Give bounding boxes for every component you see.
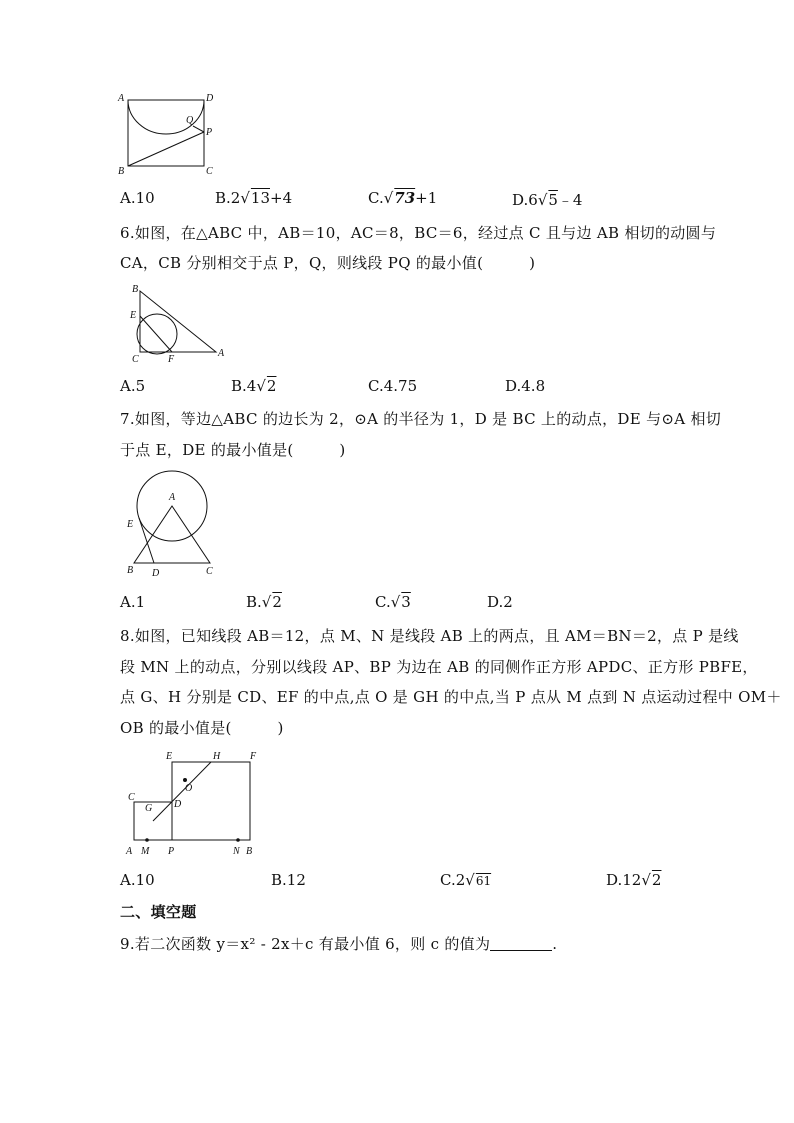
- q8-option-c-prefix: C.2: [440, 871, 466, 889]
- q5-label-d: D: [206, 93, 214, 104]
- q6-text-line2: CA，CB 分别相交于点 P，Q，则线段 PQ 的最小值( ): [120, 254, 536, 272]
- q6-option-b-prefix: B.4: [231, 377, 257, 395]
- q8-label-p: P: [168, 846, 175, 857]
- q8-text-line1: 8.如图，已知线段 AB＝12，点 M、N 是线段 AB 上的两点，且 AM＝BN＝2，点 P 是线: [120, 627, 739, 645]
- q5-option-d[interactable]: [512, 189, 582, 210]
- q5-option-b-prefix: B.2: [215, 189, 241, 207]
- q8-option-c-radicand: 61: [475, 874, 492, 888]
- q7-option-b-prefix: B.: [246, 593, 262, 611]
- q7-option-b[interactable]: [246, 593, 282, 611]
- q7-option-d[interactable]: D.2: [487, 593, 513, 611]
- sqrt-icon: √: [256, 377, 266, 395]
- q8-option-b[interactable]: B.12: [271, 871, 306, 889]
- sqrt-icon: √: [641, 871, 651, 889]
- q5-option-c[interactable]: [368, 189, 437, 207]
- q9-period: .: [552, 935, 558, 953]
- q8-label-f: F: [250, 751, 257, 762]
- q8-option-a[interactable]: A.10: [120, 871, 155, 889]
- q5-label-q: Q: [186, 115, 194, 126]
- q7-option-c[interactable]: [375, 593, 411, 611]
- q8-label-a: A: [126, 846, 133, 857]
- q7-label-a: A: [169, 492, 176, 503]
- q9-answer-blank[interactable]: [490, 936, 552, 951]
- q8-label-n: N: [233, 846, 240, 857]
- q6-option-b[interactable]: [231, 377, 276, 395]
- q6-label-c: C: [132, 354, 139, 364]
- q7-label-b: B: [127, 565, 134, 576]
- q9-question: 9.若二次函数 y＝x² - 2x＋c 有最小值 6，则 c 的值为: [120, 935, 491, 953]
- q6-option-d[interactable]: D.4.8: [505, 377, 546, 395]
- q7-label-d: D: [152, 568, 160, 579]
- sqrt-icon: √: [465, 871, 475, 889]
- q7-text-line1: 7.如图，等边△ABC 的边长为 2，⊙A 的半径为 1，D 是 BC 上的动点，DE 与⊙A 相切: [120, 410, 722, 428]
- sqrt-icon: √: [537, 191, 548, 209]
- q7-figure: [122, 470, 227, 582]
- q8-text-line2: 段 MN 上的动点，分别以线段 AP、BP 为边在 AB 的同侧作正方形 APDC、正方形 PBFE，: [120, 658, 758, 676]
- q6-option-a[interactable]: A.5: [120, 377, 146, 395]
- q8-option-d-radicand: 2: [651, 871, 662, 889]
- q5-label-p: P: [206, 127, 213, 138]
- q6-text-line1: 6.如图，在△ABC 中，AB＝10，AC＝8，BC＝6，经过点 C 且与边 AB 相切的动圆与: [120, 224, 717, 242]
- q5-figure: [116, 92, 226, 176]
- sqrt-icon: √: [261, 593, 272, 611]
- q7-option-b-radicand: 2: [272, 593, 282, 611]
- q8-label-e: E: [166, 751, 173, 762]
- q7-option-c-prefix: C.: [375, 593, 391, 611]
- q6-figure: [124, 282, 234, 364]
- sqrt-icon: √: [240, 189, 250, 207]
- q8-option-c[interactable]: [440, 871, 491, 889]
- q5-option-b-radicand: 13: [250, 189, 270, 207]
- q5-option-d-suffix: ﹣4: [557, 191, 583, 209]
- q9-text: [120, 933, 557, 954]
- sqrt-icon: √: [383, 189, 394, 207]
- q8-figure: [122, 748, 262, 860]
- q7-option-a[interactable]: A.1: [120, 593, 146, 611]
- q6-label-e: E: [130, 310, 137, 321]
- q8-label-o: O: [185, 783, 193, 794]
- q6-label-b: B: [132, 284, 139, 295]
- q6-label-a: A: [218, 348, 225, 359]
- sqrt-icon: √: [390, 593, 401, 611]
- q7-label-e: E: [127, 519, 134, 530]
- q5-option-c-prefix: C.: [368, 189, 384, 207]
- q8-label-b: B: [246, 846, 253, 857]
- q8-text-line4: OB 的最小值是( ): [120, 719, 284, 737]
- q8-text-line3: 点 G、H 分别是 CD、EF 的中点,点 O 是 GH 的中点,当 P 点从 M 点到 N 点运动过程中 OM＋: [120, 688, 782, 706]
- q5-option-c-radicand: 73: [394, 189, 416, 207]
- q5-option-b[interactable]: [215, 189, 292, 207]
- q8-label-m: M: [141, 846, 150, 857]
- q5-option-d-prefix: D.6: [512, 191, 538, 209]
- q5-option-d-radicand: 5: [548, 191, 558, 209]
- q5-label-a: A: [118, 93, 125, 104]
- q5-option-a[interactable]: A.10: [120, 189, 155, 207]
- section-title: 二、填空题: [120, 903, 197, 921]
- q5-option-c-suffix: +1: [415, 189, 438, 207]
- q8-label-h: H: [213, 751, 221, 762]
- q6-label-f: F: [168, 354, 175, 364]
- q5-label-c: C: [206, 166, 213, 176]
- q7-option-c-radicand: 3: [401, 593, 411, 611]
- q8-label-d: D: [174, 799, 182, 810]
- q8-label-c: C: [128, 792, 135, 803]
- q5-option-b-suffix: +4: [270, 189, 293, 207]
- q8-option-d-prefix: D.12: [606, 871, 642, 889]
- q7-label-c: C: [206, 566, 213, 577]
- q6-option-b-radicand: 2: [266, 377, 277, 395]
- q8-option-d[interactable]: [606, 871, 661, 889]
- q8-label-g: G: [145, 803, 153, 814]
- q5-label-b: B: [118, 166, 125, 176]
- q7-text-line2: 于点 E，DE 的最小值是( ): [120, 441, 346, 459]
- q6-option-c[interactable]: C.4.75: [368, 377, 418, 395]
